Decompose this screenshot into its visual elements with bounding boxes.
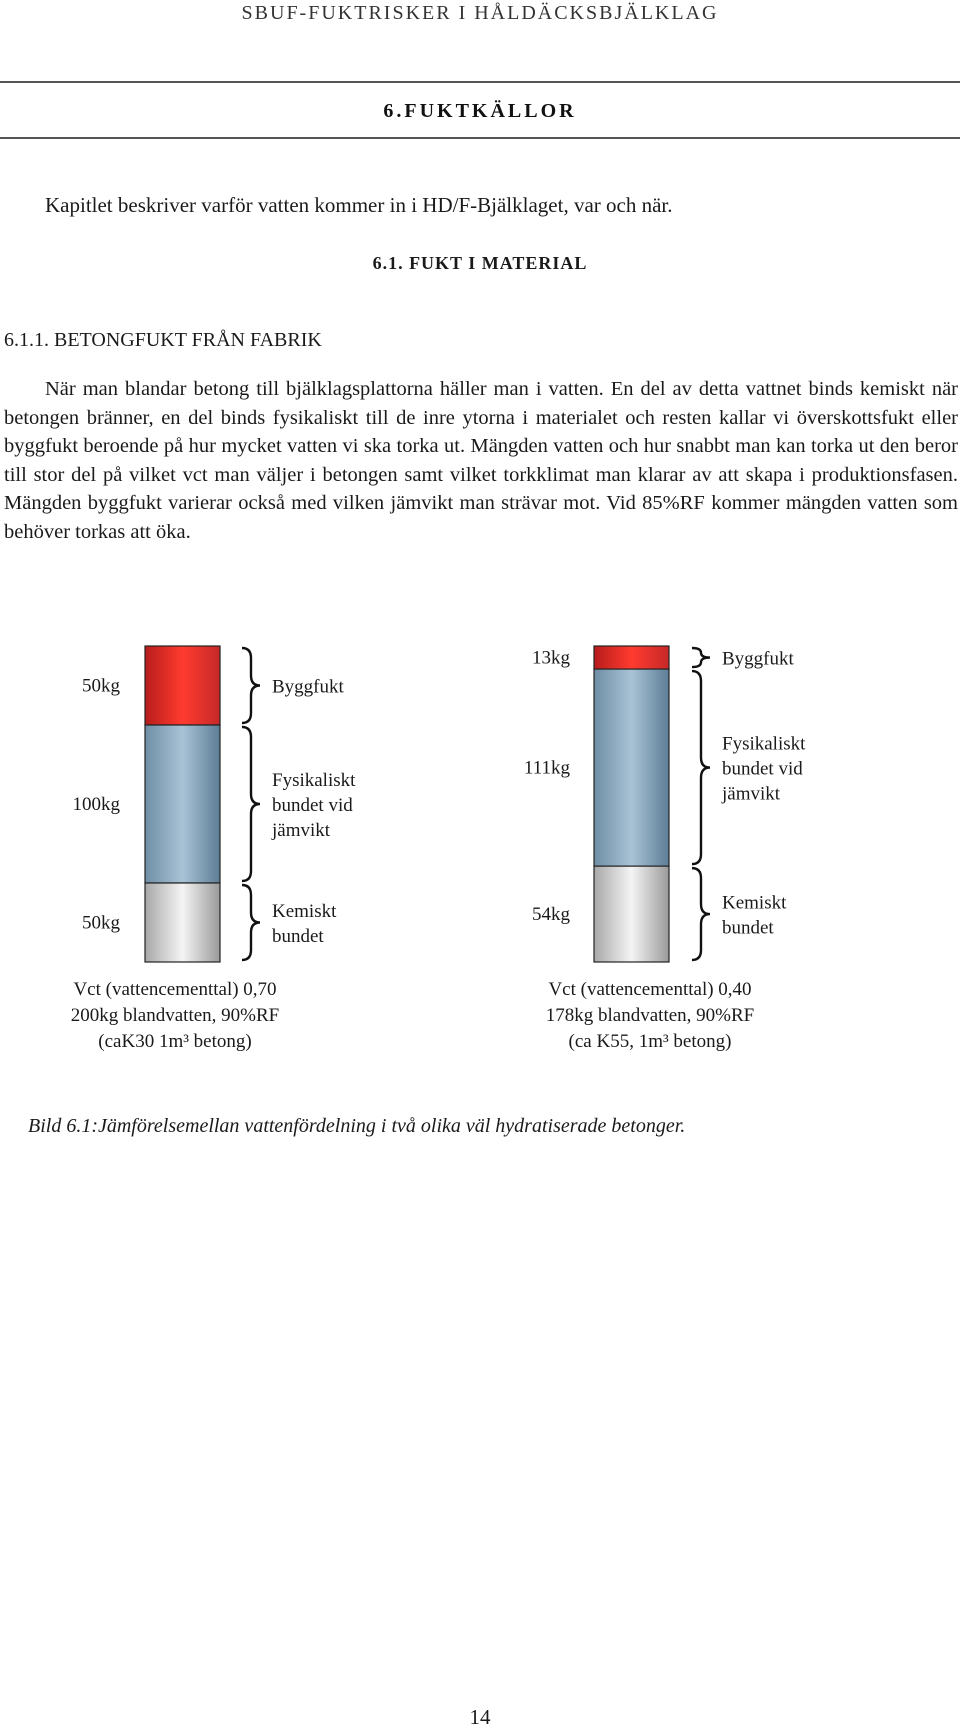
body-paragraph: När man blandar betong till bjälklagsplattorna häller man i vatten. En del av detta vattnet binds kemiskt när betongen bränner, en del binds fysikaliskt till de inre ytorna i materialet och resten kallar vi överskottsfukt eller byggfukt beroende på hur mycket vatten vi ska torka ut. Mängden vatten och hur snabbt man kan torka ut den beror till stor del på vilket vct man väljer i betongen samt vilket torkklimat man klarar av att skapa i produktionsfasen. Mängden byggfukt varierar också med vilken jämvikt man strävar mot. Vid 85%RF kommer mängden vatten som behöver torkas att öka. xyxy=(4,378,958,543)
curly-brace xyxy=(692,868,710,960)
segment-description-label: Fysikaliskt xyxy=(272,770,356,791)
segment-description-label: Byggfukt xyxy=(272,676,344,698)
segment-value-label: 111kg xyxy=(523,757,570,779)
bar-segment-kemiskt xyxy=(145,883,220,962)
segment-description-label: Kemiskt xyxy=(272,901,337,922)
caption-line: (ca K55, 1m³ betong) xyxy=(568,1031,732,1052)
caption-line: Vct (vattencementtal) 0,70 xyxy=(73,979,277,1000)
caption-line: 178kg blandvatten, 90%RF xyxy=(545,1005,755,1026)
caption-line: 200kg blandvatten, 90%RF xyxy=(70,1005,280,1026)
intro-text: Kapitlet beskriver varför vatten kommer in i HD/F-Bjälklaget, var och när. xyxy=(45,193,673,217)
segment-value-label: 50kg xyxy=(82,675,120,697)
curly-brace xyxy=(242,727,260,881)
curly-brace xyxy=(242,648,260,723)
subsection-title: 6.1.1. BETONGFUKT FRÅN FABRIK xyxy=(4,329,322,351)
bar-segment-fysikaliskt xyxy=(145,725,220,883)
caption-line: Vct (vattencementtal) 0,40 xyxy=(548,979,752,1000)
segment-description-label: bundet vid xyxy=(722,758,803,780)
segment-value-label: 50kg xyxy=(82,912,120,934)
caption-line: (caK30 1m³ betong) xyxy=(98,1031,252,1052)
running-title: SBUF-FUKTRISKER I HÅLDÄCKSBJÄLKLAG xyxy=(241,2,719,24)
segment-value-label: 13kg xyxy=(532,647,570,669)
header-rule-bottom xyxy=(0,137,960,139)
curly-brace xyxy=(692,671,710,864)
figure-caption: Bild 6.1:Jämförelsemellan vattenfördelning i två olika väl hydratiserade betonger. xyxy=(28,1115,686,1137)
curly-brace xyxy=(242,885,260,960)
segment-value-label: 100kg xyxy=(72,794,120,815)
bar-segment-byggfukt xyxy=(145,646,220,725)
segment-description-label: jämvikt xyxy=(272,820,331,841)
column-caption-vct-040 xyxy=(505,977,795,1055)
segment-description-label: bundet vid xyxy=(272,795,353,816)
bar-segment-byggfukt xyxy=(594,646,669,669)
segment-description-label: Byggfukt xyxy=(722,648,794,670)
water-distribution-figure xyxy=(0,630,960,1070)
segment-description-label: Kemiskt xyxy=(722,892,787,914)
section-title: 6.1. FUKT I MATERIAL xyxy=(372,253,588,273)
curly-brace xyxy=(692,648,710,667)
page-number: 14 xyxy=(469,1705,491,1729)
segment-description-label: jämvikt xyxy=(722,783,781,805)
bar-segment-fysikaliskt xyxy=(594,669,669,866)
column-caption-vct-070 xyxy=(30,977,320,1055)
header-rule-top xyxy=(0,81,960,83)
segment-description-label: Fysikaliskt xyxy=(722,733,806,755)
chapter-title: 6.FUKTKÄLLOR xyxy=(383,100,577,122)
segment-value-label: 54kg xyxy=(532,904,570,926)
segment-description-label: bundet xyxy=(722,917,774,939)
bar-segment-kemiskt xyxy=(594,866,669,962)
segment-description-label: bundet xyxy=(272,926,324,947)
